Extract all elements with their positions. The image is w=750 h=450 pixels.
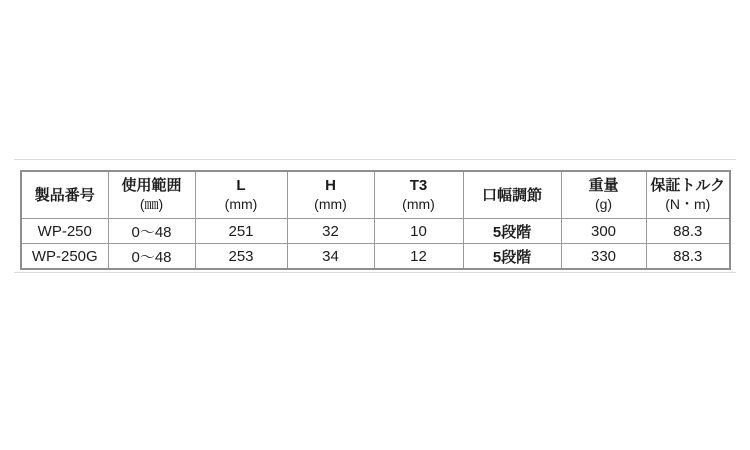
table-cell-torque: 88.3 — [646, 244, 730, 270]
header-label-jaw-adjustment: 口幅調節 — [481, 186, 542, 204]
bottom-separator-line — [14, 272, 736, 273]
table-cell-weight: 330 — [561, 244, 646, 270]
spec-table-body — [21, 219, 730, 270]
table-cell-torque: 88.3 — [646, 219, 730, 244]
header-cell-usage-range — [108, 171, 195, 219]
header-label-t3: T3 — [409, 177, 428, 194]
header-label-length-l: L — [236, 177, 246, 194]
header-unit-torque: (N・m) — [665, 196, 711, 212]
table-cell-jaw-adjustment: 5段階 — [463, 244, 561, 270]
header-row — [21, 171, 730, 219]
table-cell-t3: 12 — [374, 244, 463, 270]
table-cell-length-l: 251 — [195, 219, 287, 244]
table-cell-height-h: 34 — [287, 244, 374, 270]
header-cell-weight — [561, 171, 646, 219]
header-unit-t3: (mm) — [402, 196, 435, 212]
header-cell-product-number — [21, 171, 108, 219]
header-cell-height-h — [287, 171, 374, 219]
header-unit-weight: (g) — [594, 196, 613, 212]
header-unit-length-l: (mm) — [224, 196, 258, 212]
table-cell-usage-range: 0～48 — [108, 219, 195, 244]
header-cell-torque — [646, 171, 730, 219]
header-cell-t3 — [374, 171, 463, 219]
spec-table-header — [21, 171, 730, 219]
header-cell-length-l — [195, 171, 287, 219]
table-cell-weight: 300 — [561, 219, 646, 244]
table-cell-length-l: 253 — [195, 244, 287, 270]
header-label-height-h: H — [325, 177, 336, 194]
header-unit-height-h: (mm) — [314, 196, 347, 212]
table-cell-usage-range: 0～48 — [108, 244, 195, 270]
table-cell-height-h: 32 — [287, 219, 374, 244]
header-unit-usage-range: (㎜) — [139, 196, 164, 212]
table-cell-t3: 10 — [374, 219, 463, 244]
table-row — [21, 244, 730, 270]
table-cell-product-number: WP-250G — [21, 244, 108, 270]
table-row — [21, 219, 730, 244]
header-label-product-number: 製品番号 — [34, 186, 95, 204]
header-label-weight: 重量 — [588, 177, 619, 194]
header-cell-jaw-adjustment — [463, 171, 561, 219]
table-cell-jaw-adjustment: 5段階 — [463, 219, 561, 244]
top-separator-line — [14, 159, 736, 160]
product-spec-table — [20, 170, 731, 270]
table-cell-product-number: WP-250 — [21, 219, 108, 244]
header-label-torque: 保証トルク — [650, 177, 726, 194]
header-label-usage-range: 使用範囲 — [121, 177, 182, 194]
